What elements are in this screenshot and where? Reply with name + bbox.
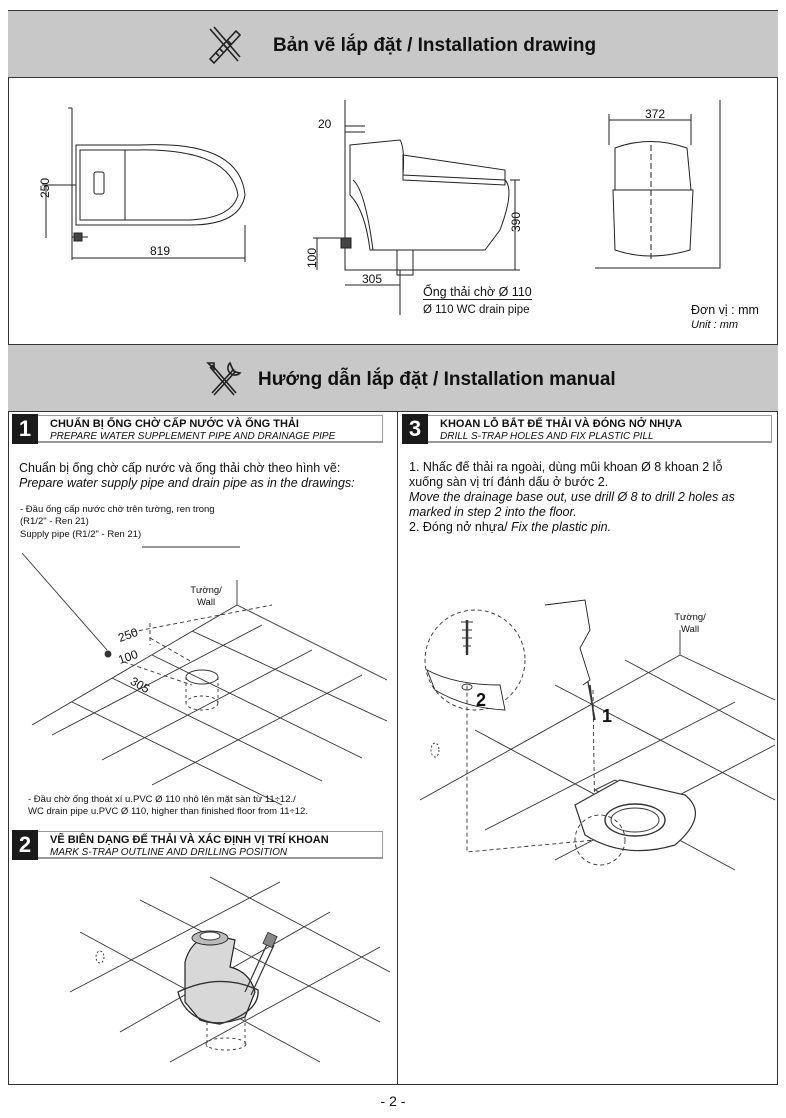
step3-line1b-vi: xuống sàn vị trí đánh dấu ở bước 2.: [409, 475, 609, 489]
step1-body-en: Prepare water supply pipe and drain pipe as in the drawings:: [19, 476, 355, 490]
side-view-dim-305: 305: [362, 272, 383, 286]
step1-wall-vi: Tường/: [190, 585, 222, 596]
step1-subtitle: PREPARE WATER SUPPLEMENT PIPE AND DRAINAGE PIPE: [50, 431, 336, 442]
unit-label-vi: Đơn vị : mm: [691, 303, 759, 317]
step2-subtitle: MARK S-TRAP OUTLINE AND DRILLING POSITION: [50, 847, 288, 858]
step3-number: 3: [402, 414, 428, 444]
top-view-dim-250: 250: [38, 177, 52, 198]
step3-floor-drawing: [405, 590, 775, 880]
side-view-dim-20: 20: [318, 117, 332, 131]
step3-line1b-en: marked in step 2 into the floor.: [409, 505, 577, 519]
step1-dim-305: 305: [127, 673, 153, 697]
ruler-pencil-icon: [204, 25, 244, 65]
step1-note1-en: Supply pipe (R1/2" - Ren 21): [20, 529, 142, 540]
manual-section-title: Hướng dẫn lắp đặt / Installation manual: [258, 369, 616, 390]
top-view-dim-819: 819: [150, 244, 171, 258]
manual-section-header: [8, 344, 778, 412]
drain-pipe-label-vi: Ống thải chờ Ø 110: [423, 285, 532, 299]
column-divider: [397, 412, 398, 1085]
step1-note2-en: WC drain pipe u.PVC Ø 110, higher than finished floor from 11÷12.: [28, 806, 308, 817]
step3-title: KHOAN LỖ BẮT ĐẾ THẢI VÀ ĐÓNG NỞ NHỰA: [440, 418, 683, 430]
step1-wall-en: Wall: [196, 597, 216, 608]
drain-pipe-label-en: Ø 110 WC drain pipe: [423, 304, 530, 316]
side-view-dim-390: 390: [509, 211, 523, 232]
step3-subtitle: DRILL S-TRAP HOLES AND FIX PLASTIC PILL: [440, 431, 654, 442]
step1-note1-vi: - Đầu ống cấp nước chờ trên tường, ren trong: [20, 504, 215, 515]
step3-wall-vi: Tường/: [674, 612, 706, 623]
step2-number: 2: [12, 830, 38, 860]
step1-dim-100: 100: [116, 646, 140, 668]
step3-line1-en: Move the drainage base out, use drill Ø 8 to drill 2 holes as: [409, 490, 735, 504]
step1-body-vi: Chuẩn bị ống chờ cấp nước và ống thải chờ theo hình vẽ:: [19, 461, 341, 475]
step1-note1-spec: (R1/2" - Ren 21): [20, 516, 89, 527]
step3-callout-1: 1: [602, 706, 613, 726]
step1-floor-drawing: [12, 545, 392, 795]
front-view-dim-372: 372: [645, 107, 666, 121]
side-view-dim-100: 100: [305, 247, 319, 268]
unit-label-en: Unit : mm: [691, 319, 739, 331]
step3-callout-2: 2: [476, 690, 487, 710]
step3-wall-en: Wall: [680, 624, 700, 635]
drawing-section-title: Bản vẽ lắp đặt / Installation drawing: [273, 35, 597, 56]
step1-header: [38, 415, 383, 443]
step1-note2-vi: - Đầu chờ ống thoát xí u.PVC Ø 110 nhô lên mặt sàn từ 11÷12./: [28, 794, 296, 805]
step3-line2-en: Fix the plastic pin.: [511, 520, 612, 534]
step1-number: 1: [12, 414, 38, 444]
step2-header: [38, 831, 383, 859]
step3-line1-vi: 1. Nhấc đế thải ra ngoài, dùng mũi khoan Ø 8 khoan 2 lỗ: [409, 460, 723, 474]
step1-dim-250: 250: [116, 624, 140, 646]
wrench-cross-icon: [204, 359, 244, 399]
step1-title: CHUẨN BỊ ỐNG CHỜ CẤP NƯỚC VÀ ỐNG THẢI: [50, 418, 299, 430]
step2-title: VẼ BIÊN DẠNG ĐẾ THẢI VÀ XÁC ĐỊNH VỊ TRÍ KHOAN: [50, 834, 329, 846]
step3-line2-vi: 2. Đóng nở nhựa/: [409, 520, 512, 534]
page-number: - 2 -: [380, 1093, 406, 1109]
drawing-section-header: [8, 10, 778, 78]
step3-header: [428, 415, 772, 443]
step3-line2: [409, 520, 611, 535]
front-view-drawing: [595, 100, 745, 280]
step2-floor-drawing: [60, 872, 390, 1072]
